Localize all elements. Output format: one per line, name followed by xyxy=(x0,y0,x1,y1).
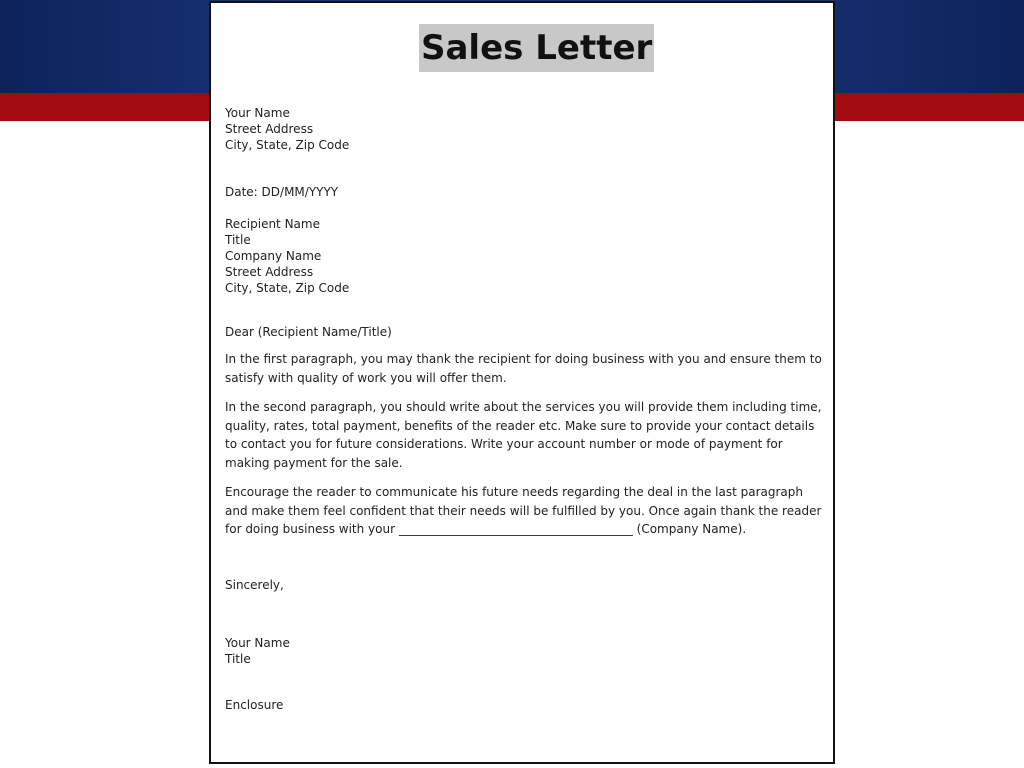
signature-block xyxy=(225,635,821,667)
letter-date: Date: DD/MM/YYYY xyxy=(225,185,339,199)
signature-name: Your Name xyxy=(225,636,290,650)
closing: Sincerely, xyxy=(225,578,284,592)
recipient-title: Title xyxy=(225,233,251,247)
recipient-city: City, State, Zip Code xyxy=(225,281,350,295)
recipient-company: Company Name xyxy=(225,249,322,263)
recipient-name: Recipient Name xyxy=(225,217,320,231)
recipient-street: Street Address xyxy=(225,265,314,279)
salutation: Dear (Recipient Name/Title) xyxy=(225,325,392,339)
enclosure: Enclosure xyxy=(225,698,284,712)
signature-title: Title xyxy=(225,652,251,666)
paragraph-2: In the second paragraph, you should write about the services you will provide them including time, quality, rates, total payment, benefits of the reader etc. Make sure to provide your contact details to contact you for future considerations. Write your account number or mode of payment for making payment for the sale. xyxy=(225,400,822,471)
sender-street: Street Address xyxy=(225,122,314,136)
letter-page xyxy=(209,1,835,764)
letter-title: Sales Letter xyxy=(419,24,654,72)
sender-name: Your Name xyxy=(225,106,290,120)
paragraph-1: In the first paragraph, you may thank the recipient for doing business with you and ensure them to satisfy with quality of work you will offer them. xyxy=(225,352,822,385)
recipient-address-block xyxy=(225,216,821,296)
paragraph-3: Encourage the reader to communicate his future needs regarding the deal in the last paragraph and make them feel confident that their needs will be fulfilled by you. Once again thank the reader for doing business with your _______________________________________ (Company Name). xyxy=(225,485,822,537)
sender-address-block xyxy=(225,105,821,153)
sender-city: City, State, Zip Code xyxy=(225,138,350,152)
